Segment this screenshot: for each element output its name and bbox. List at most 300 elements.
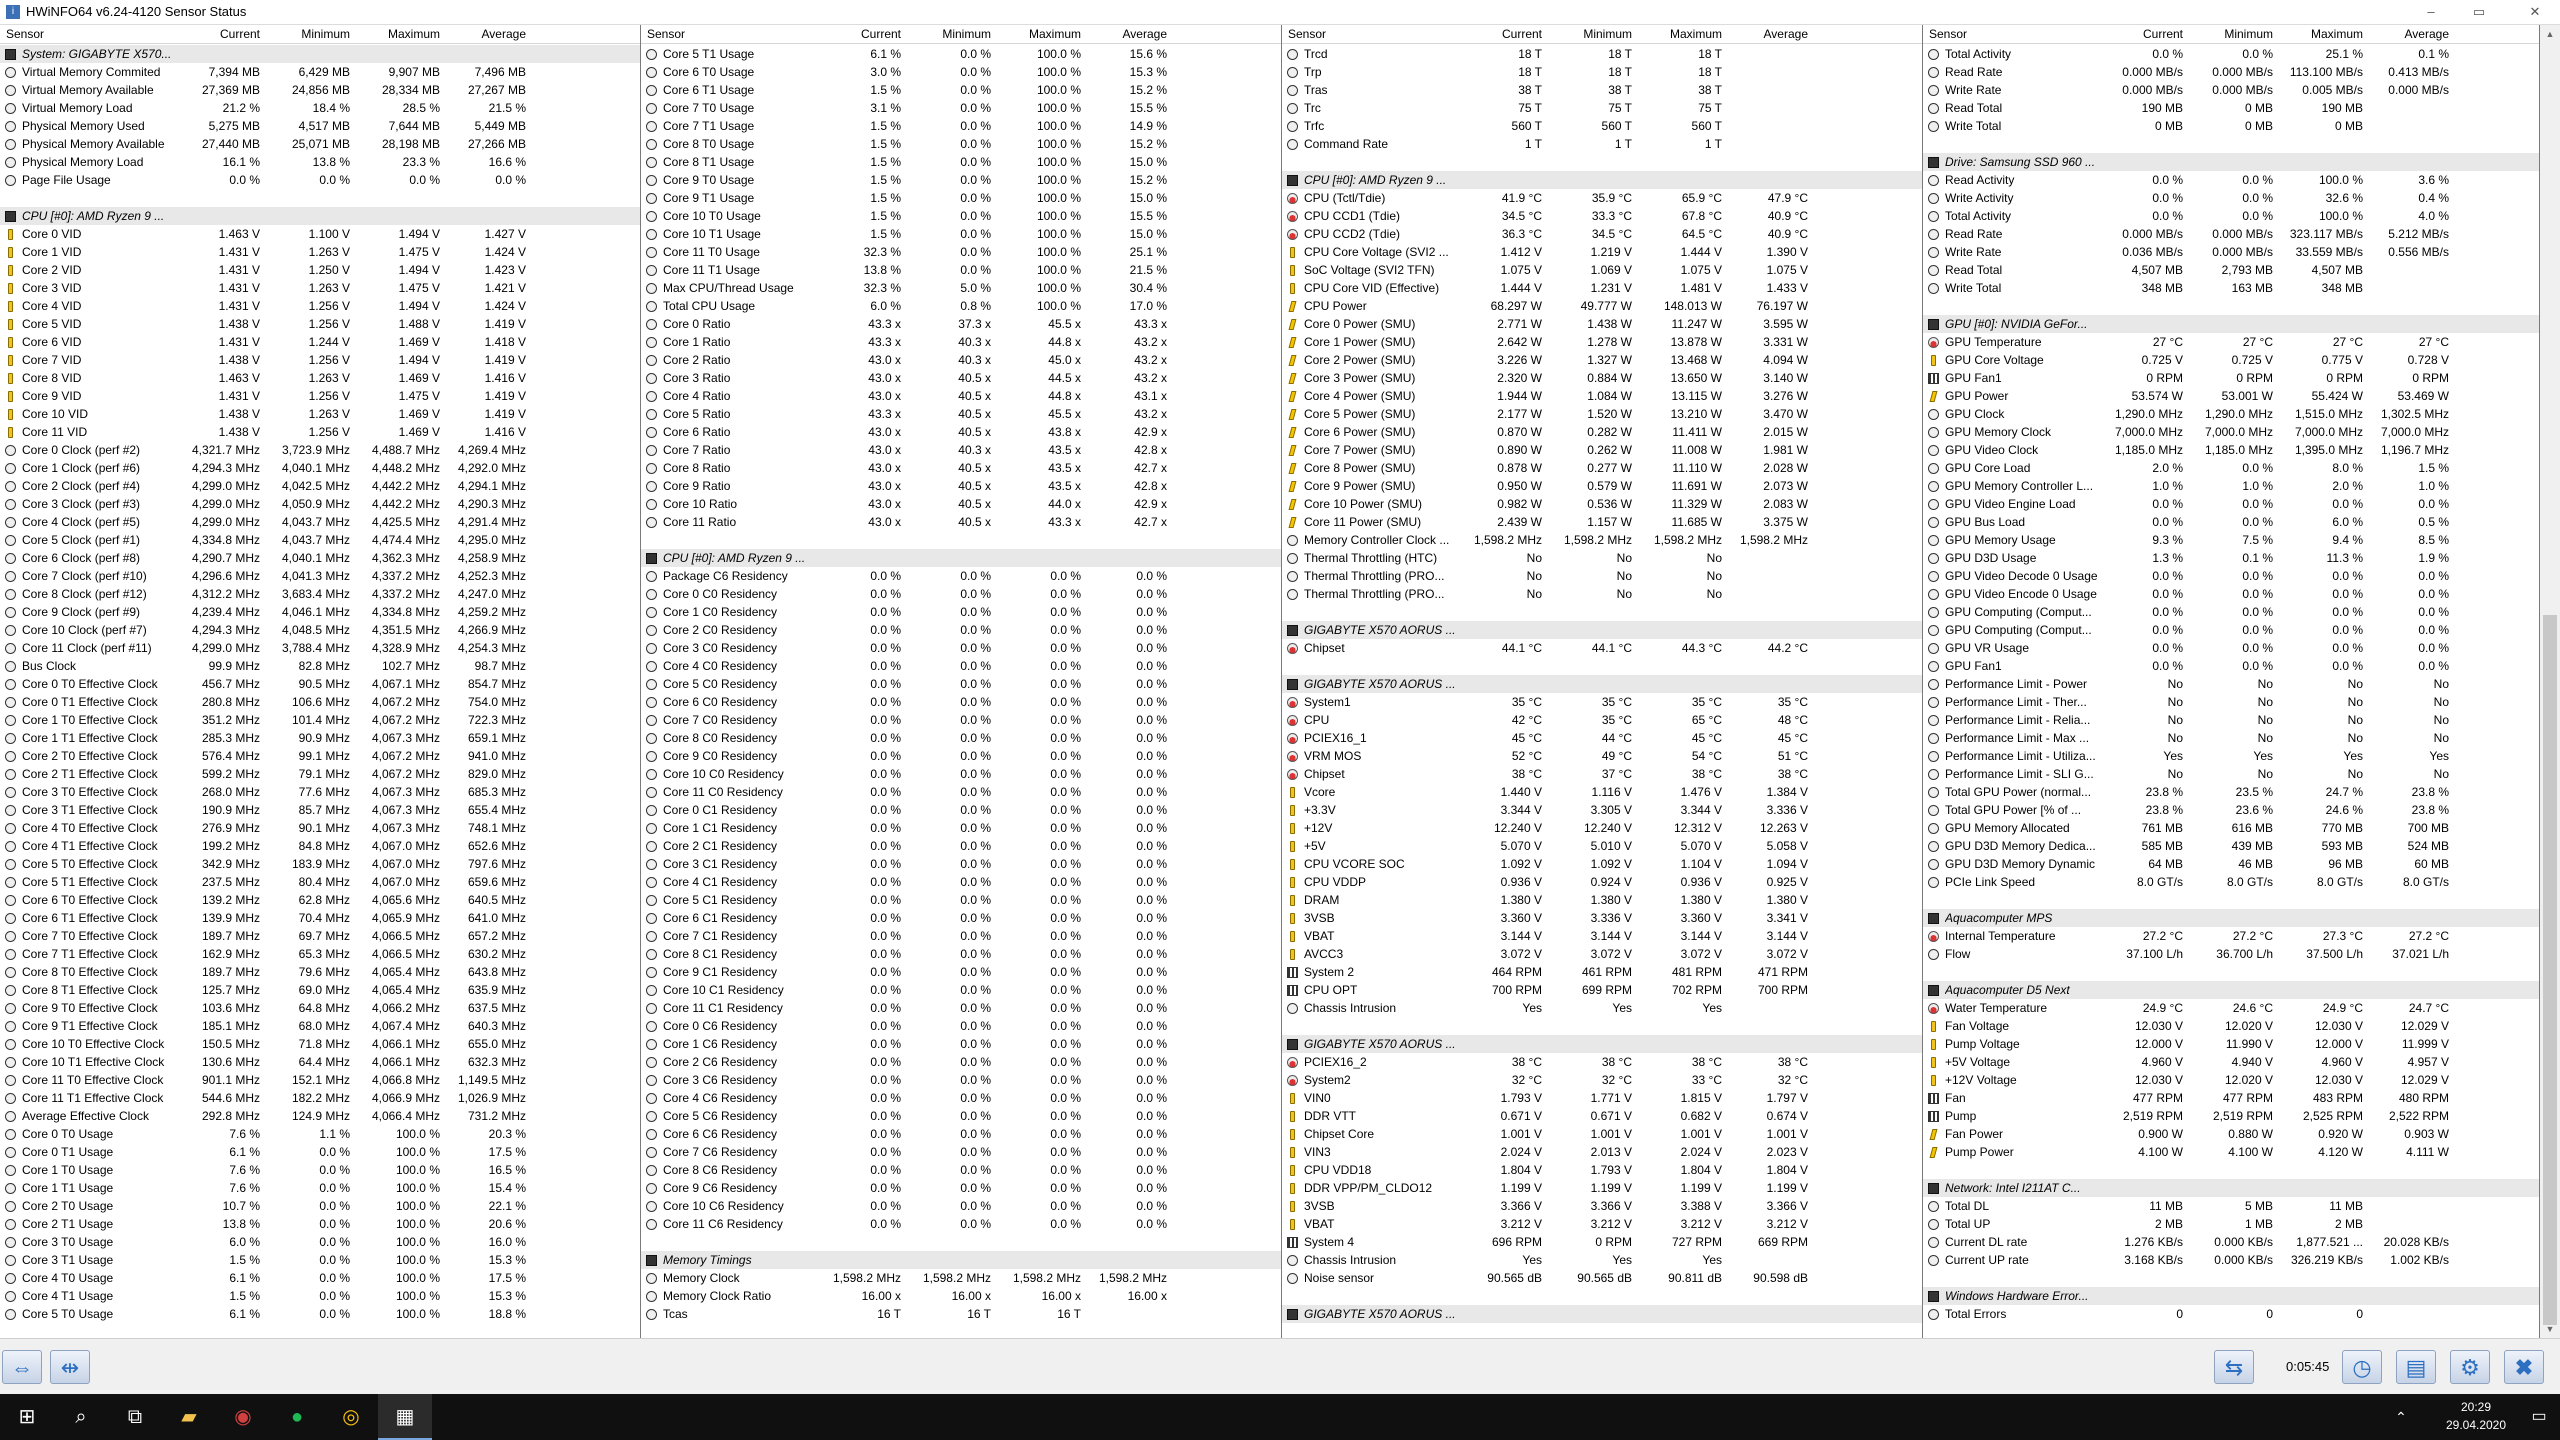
sensor-row[interactable] (1923, 783, 2539, 801)
sensor-row[interactable] (641, 621, 1281, 639)
sensor-row[interactable] (641, 639, 1281, 657)
sensor-row[interactable] (1282, 513, 1922, 531)
sensor-row[interactable] (1923, 1251, 2539, 1269)
sensor-row[interactable] (641, 333, 1281, 351)
sensor-row[interactable] (1923, 261, 2539, 279)
sensor-row[interactable] (1923, 729, 2539, 747)
close-x-icon[interactable]: ✖ (2504, 1350, 2544, 1384)
sensor-row[interactable] (641, 585, 1281, 603)
sensor-row[interactable] (641, 657, 1281, 675)
sensor-row[interactable] (1923, 189, 2539, 207)
sensor-row[interactable] (641, 837, 1281, 855)
sensor-row[interactable] (1923, 225, 2539, 243)
sensor-row[interactable] (1282, 423, 1922, 441)
sensor-row[interactable] (1923, 351, 2539, 369)
sensor-row[interactable] (641, 1017, 1281, 1035)
sensor-row[interactable] (0, 855, 640, 873)
header-current[interactable]: Current (860, 27, 901, 41)
sensor-row[interactable] (641, 387, 1281, 405)
sensor-row[interactable] (0, 1251, 640, 1269)
sensor-row[interactable] (1282, 81, 1922, 99)
sensor-row[interactable] (641, 855, 1281, 873)
sensor-group-header[interactable] (1923, 981, 2539, 999)
sensor-row[interactable] (0, 891, 640, 909)
sensor-row[interactable] (641, 909, 1281, 927)
header-current[interactable]: Current (219, 27, 260, 41)
sensor-row[interactable] (1282, 387, 1922, 405)
sensor-row[interactable] (0, 909, 640, 927)
sensor-row[interactable] (1282, 765, 1922, 783)
sensor-row[interactable] (641, 1287, 1281, 1305)
sensor-row[interactable] (0, 441, 640, 459)
sensor-group-header[interactable] (1923, 153, 2539, 171)
sensor-row[interactable] (1282, 99, 1922, 117)
windows-start-icon[interactable]: ⊞ (18, 1406, 36, 1428)
header-maximum[interactable]: Maximum (1028, 27, 1081, 41)
sensor-row[interactable] (1282, 1269, 1922, 1287)
sensor-row[interactable] (1282, 1251, 1922, 1269)
tray-chevron-icon[interactable]: ⌃ (2395, 1409, 2407, 1425)
collapse-arrows-icon[interactable]: ⇹ (50, 1350, 90, 1384)
sensor-row[interactable] (0, 135, 640, 153)
notification-icon[interactable]: ▭ (2531, 1408, 2547, 1425)
sensor-row[interactable] (641, 45, 1281, 63)
sensor-row[interactable] (641, 279, 1281, 297)
sensor-row[interactable] (1923, 1125, 2539, 1143)
sensor-row[interactable] (641, 1035, 1281, 1053)
sensor-row[interactable] (0, 747, 640, 765)
sensor-row[interactable] (0, 1143, 640, 1161)
sensor-row[interactable] (0, 693, 640, 711)
sensor-row[interactable] (1282, 549, 1922, 567)
sensor-row[interactable] (1282, 495, 1922, 513)
sensor-row[interactable] (1282, 1125, 1922, 1143)
sensor-row[interactable] (641, 1215, 1281, 1233)
search-icon[interactable]: ⌕ (75, 1406, 87, 1428)
sensor-row[interactable] (1923, 45, 2539, 63)
sensor-row[interactable] (641, 873, 1281, 891)
sensor-row[interactable] (1923, 477, 2539, 495)
sensor-row[interactable] (1282, 711, 1922, 729)
sensor-row[interactable] (1923, 585, 2539, 603)
sensor-row[interactable] (1282, 207, 1922, 225)
sensor-row[interactable] (1282, 1107, 1922, 1125)
sensor-row[interactable] (1923, 927, 2539, 945)
sensor-row[interactable] (0, 999, 640, 1017)
sensor-row[interactable] (0, 1053, 640, 1071)
sensor-row[interactable] (1923, 99, 2539, 117)
sensor-row[interactable] (1282, 351, 1922, 369)
sensor-row[interactable] (641, 1179, 1281, 1197)
scroll-down-arrow-icon[interactable]: ▼ (2545, 1324, 2555, 1334)
sensor-row[interactable] (1282, 1071, 1922, 1089)
sensor-row[interactable] (1923, 531, 2539, 549)
sensor-row[interactable] (641, 315, 1281, 333)
sensor-row[interactable] (0, 1017, 640, 1035)
sensor-row[interactable] (1282, 945, 1922, 963)
sensor-row[interactable] (641, 243, 1281, 261)
sensor-row[interactable] (0, 549, 640, 567)
sensor-row[interactable] (1923, 1035, 2539, 1053)
sensor-group-header[interactable] (1282, 675, 1922, 693)
sensor-group-header[interactable] (1282, 171, 1922, 189)
sensor-row[interactable] (1282, 585, 1922, 603)
sensor-row[interactable] (1923, 459, 2539, 477)
sensor-row[interactable] (0, 369, 640, 387)
sensor-row[interactable] (1282, 693, 1922, 711)
sensor-row[interactable] (0, 1287, 640, 1305)
sensor-row[interactable] (1923, 999, 2539, 1017)
header-minimum[interactable]: Minimum (2224, 27, 2273, 41)
spotify-icon[interactable]: ● (290, 1406, 304, 1428)
sensor-row[interactable] (1923, 693, 2539, 711)
sensor-row[interactable] (1282, 729, 1922, 747)
header-average[interactable]: Average (1122, 27, 1167, 41)
sensor-row[interactable] (1923, 1143, 2539, 1161)
sensor-row[interactable] (641, 477, 1281, 495)
sensor-row[interactable] (1282, 1179, 1922, 1197)
sensor-row[interactable] (0, 1161, 640, 1179)
sensor-row[interactable] (1282, 1233, 1922, 1251)
sensor-row[interactable] (641, 135, 1281, 153)
sensor-row[interactable] (641, 729, 1281, 747)
sensor-group-header[interactable] (1923, 1179, 2539, 1197)
sensor-row[interactable] (1282, 405, 1922, 423)
sensor-row[interactable] (641, 153, 1281, 171)
sensor-group-header[interactable] (641, 1251, 1281, 1269)
sensor-row[interactable] (0, 225, 640, 243)
sensor-row[interactable] (1923, 1107, 2539, 1125)
sensor-row[interactable] (641, 423, 1281, 441)
header-sensor[interactable]: Sensor (647, 27, 686, 41)
sensor-row[interactable] (1923, 639, 2539, 657)
sensor-row[interactable] (1282, 747, 1922, 765)
sensor-row[interactable] (641, 747, 1281, 765)
sensor-row[interactable] (1282, 369, 1922, 387)
header-minimum[interactable]: Minimum (942, 27, 991, 41)
sensor-row[interactable] (1923, 1071, 2539, 1089)
sensor-group-header[interactable] (0, 207, 640, 225)
logging-report-icon[interactable]: ▤ (2396, 1350, 2436, 1384)
sensor-row[interactable] (0, 801, 640, 819)
sensor-row[interactable] (1923, 495, 2539, 513)
sensor-row[interactable] (641, 99, 1281, 117)
sensor-row[interactable] (1282, 45, 1922, 63)
chrome-icon[interactable]: ◎ (342, 1406, 360, 1428)
sensor-row[interactable] (641, 1107, 1281, 1125)
sensor-row[interactable] (1923, 1197, 2539, 1215)
sensor-row[interactable] (1282, 873, 1922, 891)
sensor-row[interactable] (641, 981, 1281, 999)
sensor-row[interactable] (1923, 1305, 2539, 1323)
sensor-row[interactable] (1282, 963, 1922, 981)
sensor-row[interactable] (0, 765, 640, 783)
sensor-group-header[interactable] (1282, 1305, 1922, 1323)
sensor-row[interactable] (1923, 675, 2539, 693)
sensor-row[interactable] (641, 963, 1281, 981)
sensor-row[interactable] (641, 1305, 1281, 1323)
sensor-row[interactable] (1282, 261, 1922, 279)
sensor-row[interactable] (1282, 1197, 1922, 1215)
sensor-row[interactable] (641, 711, 1281, 729)
sensor-row[interactable] (641, 819, 1281, 837)
sensor-row[interactable] (1923, 621, 2539, 639)
sensor-row[interactable] (1282, 819, 1922, 837)
sensor-row[interactable] (1923, 549, 2539, 567)
sensor-row[interactable] (1923, 711, 2539, 729)
sensor-row[interactable] (1282, 567, 1922, 585)
sensor-row[interactable] (1923, 765, 2539, 783)
sensor-row[interactable] (1282, 783, 1922, 801)
task-view-icon[interactable]: ⧉ (127, 1406, 143, 1428)
sensor-row[interactable] (1923, 801, 2539, 819)
sensor-row[interactable] (0, 351, 640, 369)
scrollbar-thumb[interactable] (2543, 615, 2557, 1325)
sensor-row[interactable] (641, 63, 1281, 81)
sensor-row[interactable] (0, 117, 640, 135)
sensor-row[interactable] (1282, 189, 1922, 207)
sensor-row[interactable] (1923, 819, 2539, 837)
sensor-row[interactable] (641, 693, 1281, 711)
sensor-row[interactable] (641, 171, 1281, 189)
sensor-row[interactable] (1282, 927, 1922, 945)
sensor-row[interactable] (1282, 909, 1922, 927)
sensor-group-header[interactable] (1923, 1287, 2539, 1305)
header-maximum[interactable]: Maximum (387, 27, 440, 41)
header-average[interactable]: Average (1763, 27, 1808, 41)
scroll-up-arrow-icon[interactable]: ▲ (2545, 29, 2555, 39)
sensor-row[interactable] (1923, 945, 2539, 963)
sensor-row[interactable] (1923, 63, 2539, 81)
header-sensor[interactable]: Sensor (6, 27, 45, 41)
sensor-row[interactable] (1282, 639, 1922, 657)
sensor-row[interactable] (641, 1269, 1281, 1287)
sensor-row[interactable] (0, 1089, 640, 1107)
sensor-row[interactable] (1282, 891, 1922, 909)
sensor-row[interactable] (1923, 1017, 2539, 1035)
sensor-row[interactable] (0, 99, 640, 117)
sensor-row[interactable] (641, 783, 1281, 801)
sensor-row[interactable] (0, 1125, 640, 1143)
sensor-row[interactable] (641, 459, 1281, 477)
header-current[interactable]: Current (2142, 27, 2183, 41)
sensor-row[interactable] (1923, 369, 2539, 387)
sensor-row[interactable] (0, 603, 640, 621)
header-minimum[interactable]: Minimum (301, 27, 350, 41)
sensor-row[interactable] (1923, 567, 2539, 585)
sensor-row[interactable] (0, 945, 640, 963)
settings-gear-icon[interactable]: ⚙ (2450, 1350, 2490, 1384)
sensor-row[interactable] (1282, 117, 1922, 135)
sensor-row[interactable] (1923, 1053, 2539, 1071)
sensor-row[interactable] (1282, 315, 1922, 333)
sensor-row[interactable] (1282, 243, 1922, 261)
header-average[interactable]: Average (481, 27, 526, 41)
sensor-row[interactable] (1923, 423, 2539, 441)
sensor-row[interactable] (1282, 1053, 1922, 1071)
taskbar-date[interactable]: 29.04.2020 (2445, 1418, 2507, 1432)
sensor-row[interactable] (641, 117, 1281, 135)
sensor-row[interactable] (0, 963, 640, 981)
sensor-row[interactable] (0, 387, 640, 405)
sensor-row[interactable] (0, 621, 640, 639)
sensor-row[interactable] (0, 1269, 640, 1287)
header-sensor[interactable]: Sensor (1929, 27, 1968, 41)
sensor-row[interactable] (0, 531, 640, 549)
sensor-row[interactable] (1923, 1233, 2539, 1251)
header-average[interactable]: Average (2404, 27, 2449, 41)
sensor-row[interactable] (1282, 1215, 1922, 1233)
sensor-row[interactable] (1923, 603, 2539, 621)
sensor-row[interactable] (0, 261, 640, 279)
sensor-row[interactable] (641, 1161, 1281, 1179)
sensor-row[interactable] (1923, 513, 2539, 531)
sensor-row[interactable] (0, 639, 640, 657)
sensor-row[interactable] (1282, 63, 1922, 81)
sensor-row[interactable] (0, 819, 640, 837)
header-sensor[interactable]: Sensor (1288, 27, 1327, 41)
sensor-row[interactable] (0, 333, 640, 351)
sensor-row[interactable] (1282, 801, 1922, 819)
sensor-row[interactable] (0, 423, 640, 441)
sensor-row[interactable] (0, 675, 640, 693)
layout-switch-icon[interactable]: ⇆ (2214, 1350, 2254, 1384)
sensor-row[interactable] (1923, 441, 2539, 459)
maximize-button[interactable]: ▭ (2472, 4, 2486, 19)
sensor-row[interactable] (641, 225, 1281, 243)
sensor-row[interactable] (1923, 747, 2539, 765)
sensor-row[interactable] (0, 1197, 640, 1215)
sensor-row[interactable] (0, 513, 640, 531)
sensor-row[interactable] (641, 927, 1281, 945)
sensor-row[interactable] (1282, 477, 1922, 495)
sensor-row[interactable] (1923, 387, 2539, 405)
sensor-row[interactable] (0, 477, 640, 495)
sensor-row[interactable] (1923, 333, 2539, 351)
sensor-row[interactable] (0, 1071, 640, 1089)
sensor-row[interactable] (641, 1071, 1281, 1089)
sensor-group-header[interactable] (1923, 909, 2539, 927)
sensor-row[interactable] (1923, 1089, 2539, 1107)
sensor-row[interactable] (0, 279, 640, 297)
sensor-group-header[interactable] (1282, 1035, 1922, 1053)
sensor-row[interactable] (641, 1197, 1281, 1215)
sensor-row[interactable] (0, 927, 640, 945)
sensor-row[interactable] (641, 81, 1281, 99)
sensor-row[interactable] (0, 81, 640, 99)
sensor-row[interactable] (0, 495, 640, 513)
sensor-row[interactable] (0, 711, 640, 729)
sensor-row[interactable] (1923, 117, 2539, 135)
sensor-row[interactable] (1282, 333, 1922, 351)
sensor-row[interactable] (641, 297, 1281, 315)
vertical-scrollbar[interactable] (2540, 25, 2560, 1338)
sensor-row[interactable] (641, 189, 1281, 207)
sensor-row[interactable] (1923, 855, 2539, 873)
minimize-button[interactable]: – (2427, 4, 2435, 19)
sensor-row[interactable] (641, 765, 1281, 783)
sensor-row[interactable] (641, 675, 1281, 693)
sensor-row[interactable] (1923, 1215, 2539, 1233)
sensor-row[interactable] (0, 1179, 640, 1197)
sensor-row[interactable] (1282, 837, 1922, 855)
sensor-row[interactable] (0, 63, 640, 81)
sensor-row[interactable] (641, 513, 1281, 531)
sensor-row[interactable] (641, 1125, 1281, 1143)
expand-arrows-icon[interactable]: ⇔ (2, 1350, 42, 1384)
reset-clock-icon[interactable]: ◷ (2342, 1350, 2382, 1384)
sensor-row[interactable] (641, 567, 1281, 585)
sensor-row[interactable] (641, 405, 1281, 423)
sensor-row[interactable] (1923, 81, 2539, 99)
sensor-row[interactable] (0, 243, 640, 261)
sensor-row[interactable] (0, 1035, 640, 1053)
sensor-row[interactable] (0, 657, 640, 675)
sensor-row[interactable] (1923, 657, 2539, 675)
sensor-row[interactable] (641, 351, 1281, 369)
sensor-row[interactable] (0, 567, 640, 585)
sensor-row[interactable] (0, 297, 640, 315)
sensor-row[interactable] (641, 1089, 1281, 1107)
hwinfo-taskbar-icon[interactable]: ▦ (378, 1394, 432, 1440)
sensor-row[interactable] (641, 891, 1281, 909)
sensor-row[interactable] (1282, 1089, 1922, 1107)
sensor-row[interactable] (0, 981, 640, 999)
sensor-row[interactable] (641, 495, 1281, 513)
sensor-row[interactable] (1282, 1143, 1922, 1161)
pinned-app-icon[interactable]: ◉ (234, 1406, 252, 1428)
sensor-row[interactable] (641, 441, 1281, 459)
header-current[interactable]: Current (1501, 27, 1542, 41)
sensor-row[interactable] (641, 603, 1281, 621)
file-explorer-icon[interactable]: ▰ (181, 1406, 197, 1428)
sensor-group-header[interactable] (1923, 315, 2539, 333)
sensor-row[interactable] (641, 207, 1281, 225)
sensor-row[interactable] (0, 153, 640, 171)
sensor-row[interactable] (0, 729, 640, 747)
sensor-row[interactable] (1282, 297, 1922, 315)
sensor-group-header[interactable] (1282, 621, 1922, 639)
sensor-row[interactable] (1282, 225, 1922, 243)
sensor-row[interactable] (0, 405, 640, 423)
sensor-row[interactable] (0, 1305, 640, 1323)
sensor-row[interactable] (1923, 837, 2539, 855)
sensor-row[interactable] (1282, 441, 1922, 459)
taskbar-time[interactable]: 20:29 (2460, 1400, 2492, 1414)
sensor-row[interactable] (1923, 243, 2539, 261)
sensor-row[interactable] (0, 171, 640, 189)
sensor-row[interactable] (1923, 171, 2539, 189)
sensor-row[interactable] (0, 873, 640, 891)
sensor-row[interactable] (1923, 207, 2539, 225)
sensor-row[interactable] (1923, 873, 2539, 891)
header-minimum[interactable]: Minimum (1583, 27, 1632, 41)
sensor-row[interactable] (0, 585, 640, 603)
sensor-row[interactable] (641, 1053, 1281, 1071)
sensor-row[interactable] (0, 1107, 640, 1125)
sensor-row[interactable] (641, 999, 1281, 1017)
sensor-row[interactable] (0, 837, 640, 855)
sensor-row[interactable] (1282, 981, 1922, 999)
sensor-row[interactable] (1282, 459, 1922, 477)
sensor-row[interactable] (1923, 279, 2539, 297)
sensor-row[interactable] (641, 1143, 1281, 1161)
sensor-row[interactable] (1282, 135, 1922, 153)
sensor-row[interactable] (0, 1215, 640, 1233)
sensor-row[interactable] (641, 369, 1281, 387)
sensor-row[interactable] (1923, 405, 2539, 423)
sensor-row[interactable] (0, 1233, 640, 1251)
